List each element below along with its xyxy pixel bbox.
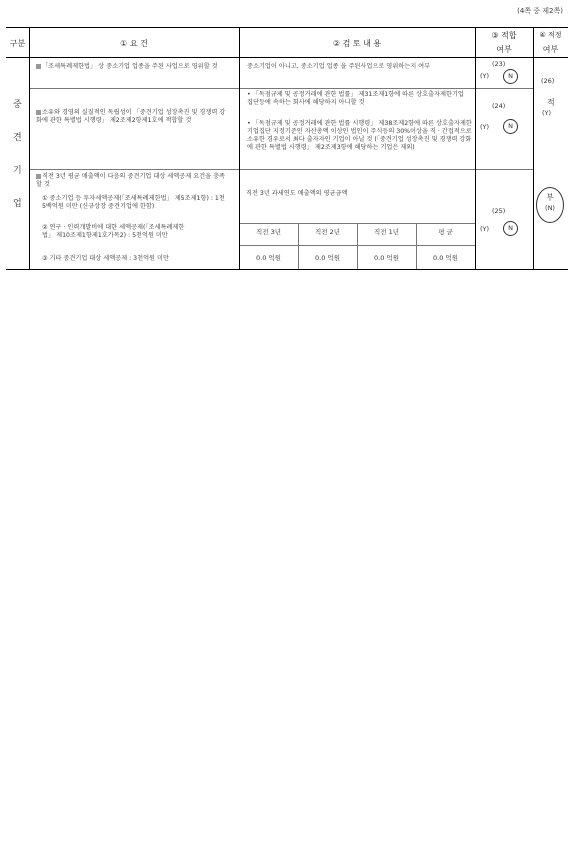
overall-fail-n: (N) — [545, 204, 555, 212]
header-gubun: 구분 — [9, 39, 26, 48]
row3-review-title: 직전 3년 과세연도 매출액의 평균금액 — [246, 190, 348, 197]
row3-requirement-2: ① 중소기업 등 투자세액공제(「조세특례제한법」 제5조제1항) : 1천5백억원 미만 (신규상장 중견기업에 한함) — [42, 195, 225, 210]
row3-requirement-4: ③ 기타 중견기업 대상 세액공제 : 3천억원 미만 — [42, 255, 169, 262]
sales-value-avg: 0.0 억원 — [433, 254, 458, 262]
row2-number: (24) — [492, 102, 506, 110]
row3-n-circle: N — [503, 221, 518, 236]
header-fit: ③ 적합 — [491, 31, 517, 40]
sales-header-2y: 직전 2년 — [314, 228, 341, 236]
row1-requirement: 「조세특례제한법」 상 중소기업 업종을 주된 사업으로 영위할 것 — [36, 63, 226, 71]
side-label-3: 기 — [13, 166, 22, 176]
header-proper: ④ 적정 — [539, 31, 562, 39]
sales-header-3y: 직전 3년 — [255, 228, 282, 236]
header-proper-sub: 여부 — [542, 45, 559, 54]
row3-requirement-3: ② 연구 · 인력개발비에 대한 세액공제(「조세특례제한법」 제10조제1항제1호가목2) : 5천억원 미만 — [42, 224, 185, 239]
sales-value-2y: 0.0 억원 — [315, 254, 340, 262]
page-number-note: (4쪽 중 제2쪽) — [517, 7, 563, 15]
row3-requirement-1: 직전 3년 평균 매출액이 다음의 중견기업 대상 세액공제 요건을 충족할 것 — [36, 173, 226, 188]
side-label-1: 중 — [13, 100, 22, 110]
row1-review: 중소기업이 아니고, 중소기업 업종 을 주된사업으로 영위하는지 여부 — [247, 63, 431, 70]
row1-y: (Y) — [480, 72, 490, 80]
side-label-2: 견 — [13, 133, 22, 143]
side-label-4: 업 — [13, 199, 22, 209]
row2-requirement: 소유와 경영의 실질적인 독립성이 「중견기업 성장촉진 및 경쟁력 강화에 관한 특별법 시행령」 제2조제2항제1호에 적합할 것 — [36, 109, 226, 124]
row1-n-circle: N — [503, 69, 518, 84]
row1-number: (23) — [492, 60, 506, 68]
row2-y: (Y) — [480, 123, 490, 131]
header-requirement: ① 요 건 — [120, 39, 148, 48]
sales-header-avg: 평 균 — [438, 228, 453, 236]
header-fit-sub: 여부 — [496, 45, 512, 54]
overall-number: (26) — [541, 77, 555, 85]
overall-fit-label: 적 — [547, 98, 555, 107]
overall-fail-circle — [536, 187, 564, 223]
overall-fail-label: 부 — [546, 193, 554, 202]
row2-n-circle: N — [503, 119, 518, 134]
header-review: ② 검 토 내 용 — [332, 39, 382, 48]
overall-fit-y: (Y) — [542, 109, 552, 117]
row3-y: (Y) — [480, 225, 490, 233]
sales-value-3y: 0.0 억원 — [256, 254, 281, 262]
row2-review-1: • 「독점규제 및 공정거래에 관한 법률」 제31조제1항에 따른 상호출자제한기업집단등에 속하는 회사에 해당하지 아니할 것 — [247, 91, 464, 106]
review-table — [6, 27, 568, 269]
sales-value-1y: 0.0 억원 — [374, 254, 399, 262]
sales-header-1y: 직전 1년 — [373, 228, 400, 236]
row3-number: (25) — [492, 207, 506, 215]
row2-review-2: • 「독점규제 및 공정거래에 관한 법률 시행령」 제38조제2항에 따른 상호출자제한기업집단 지정기준인 자산총액 이상인 법인이 주식등의 30%이상을 직 · 간접적으로 소유한 경우로서 최다 출자자인 기업이 아닐 것 (「중견기업 성장촉진 및 경쟁력 강화에 관한 특별법 시행령」 제2조제3항에 해당하는 기업은 제외) — [247, 120, 472, 151]
